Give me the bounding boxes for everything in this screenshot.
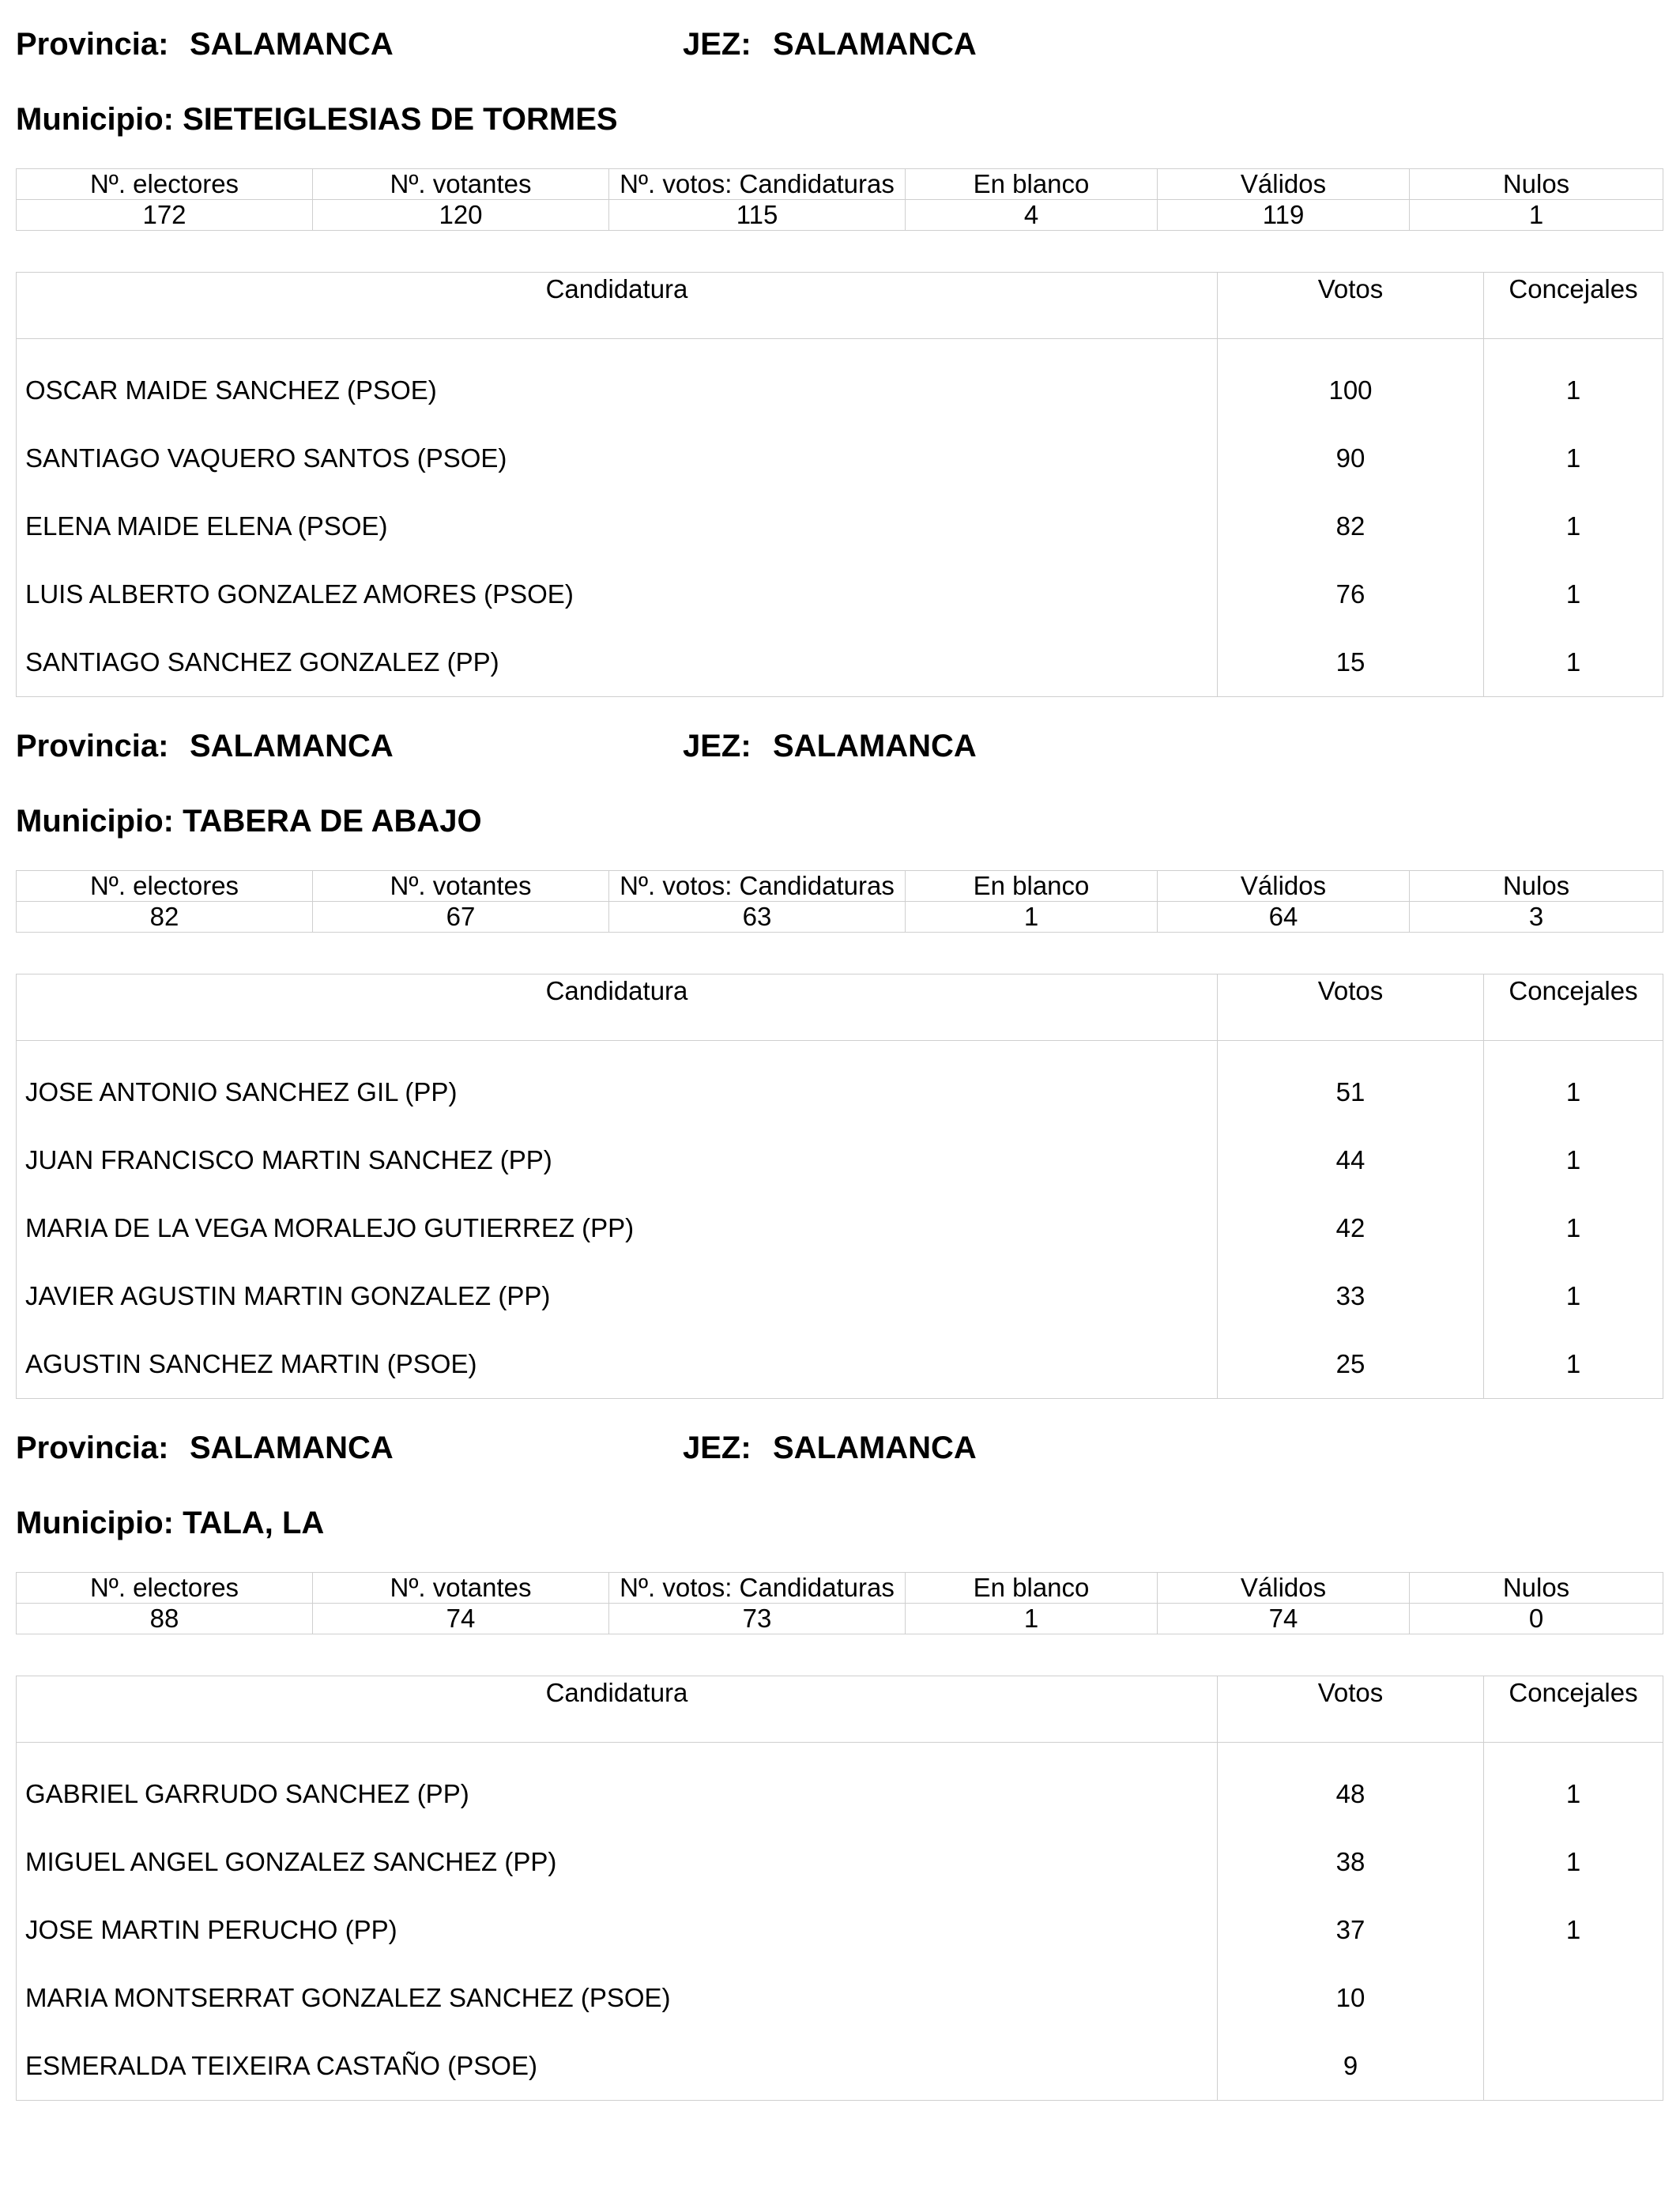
candidate-votos: 25 [1218, 1330, 1484, 1399]
candidate-name: OSCAR MAIDE SANCHEZ (PSOE) [17, 339, 1218, 425]
jez-label: JEZ: [683, 729, 751, 763]
table-row [17, 1041, 1663, 1127]
candidate-votos: 37 [1218, 1896, 1484, 1964]
candidate-votos: 10 [1218, 1964, 1484, 2032]
stats-header-cell: Válidos [1158, 1573, 1410, 1604]
stats-header-cell: Nº. electores [17, 871, 313, 902]
candidates-header-row [17, 1676, 1663, 1743]
candidates-header-row [17, 974, 1663, 1041]
municipio-section [0, 0, 1680, 696]
municipio-title [16, 802, 482, 840]
stats-header-cell: En blanco [906, 1573, 1158, 1604]
table-row [17, 1194, 1663, 1262]
stats-header-row [17, 1573, 1663, 1604]
candidate-concejales: 1 [1484, 1126, 1663, 1194]
candidate-name: SANTIAGO SANCHEZ GONZALEZ (PP) [17, 628, 1218, 697]
table-row [17, 1743, 1663, 1829]
col-header-concejales: Concejales [1484, 1676, 1663, 1743]
municipio-section [0, 1404, 1680, 2099]
col-header-concejales: Concejales [1484, 974, 1663, 1041]
stats-header-cell: Nº. electores [17, 1573, 313, 1604]
candidate-concejales: 1 [1484, 424, 1663, 492]
candidate-concejales: 1 [1484, 1828, 1663, 1896]
stats-header-cell: Nº. votos: Candidaturas [609, 871, 906, 902]
candidate-concejales: 1 [1484, 492, 1663, 560]
candidate-name: SANTIAGO VAQUERO SANTOS (PSOE) [17, 424, 1218, 492]
col-header-votos: Votos [1218, 974, 1484, 1041]
municipio-value: SIETEIGLESIAS DE TORMES [183, 102, 618, 137]
stats-value-votantes: 74 [313, 1604, 609, 1634]
table-row [17, 2032, 1663, 2101]
provincia-value: SALAMANCA [190, 27, 394, 62]
provincia-value: SALAMANCA [190, 1431, 394, 1465]
candidate-name: JAVIER AGUSTIN MARTIN GONZALEZ (PP) [17, 1262, 1218, 1330]
table-row [17, 1330, 1663, 1399]
table-row [17, 628, 1663, 697]
stats-value-en-blanco: 4 [906, 200, 1158, 231]
stats-value-nulos: 3 [1410, 902, 1663, 933]
candidate-name: ELENA MAIDE ELENA (PSOE) [17, 492, 1218, 560]
stats-header-row [17, 169, 1663, 200]
candidates-body [17, 1743, 1663, 2101]
stats-value-row [17, 902, 1663, 933]
jez-label: JEZ: [683, 27, 751, 62]
candidate-name: ESMERALDA TEIXEIRA CASTAÑO (PSOE) [17, 2032, 1218, 2101]
col-header-votos: Votos [1218, 273, 1484, 339]
candidate-votos: 33 [1218, 1262, 1484, 1330]
candidate-name: LUIS ALBERTO GONZALEZ AMORES (PSOE) [17, 560, 1218, 628]
candidate-votos: 48 [1218, 1743, 1484, 1829]
municipio-value: TALA, LA [183, 1506, 325, 1540]
stats-value-validos: 74 [1158, 1604, 1410, 1634]
candidate-concejales: 1 [1484, 1896, 1663, 1964]
stats-header-cell: Nº. votantes [313, 169, 609, 200]
stats-value-validos: 119 [1158, 200, 1410, 231]
municipio-title [16, 100, 618, 138]
stats-value-en-blanco: 1 [906, 1604, 1158, 1634]
table-row [17, 339, 1663, 425]
candidate-votos: 100 [1218, 339, 1484, 425]
stats-header-cell: Válidos [1158, 871, 1410, 902]
stats-value-electores: 172 [17, 200, 313, 231]
stats-value-votos-candidaturas: 73 [609, 1604, 906, 1634]
stats-value-votantes: 67 [313, 902, 609, 933]
candidates-table [16, 272, 1663, 697]
candidate-concejales: 1 [1484, 1262, 1663, 1330]
stats-value-votos-candidaturas: 115 [609, 200, 906, 231]
candidate-concejales: 1 [1484, 339, 1663, 425]
table-row [17, 1126, 1663, 1194]
provincia-label: Provincia: [16, 1431, 169, 1465]
candidate-name: JOSE ANTONIO SANCHEZ GIL (PP) [17, 1041, 1218, 1127]
stats-value-votantes: 120 [313, 200, 609, 231]
stats-value-nulos: 1 [1410, 200, 1663, 231]
candidate-votos: 44 [1218, 1126, 1484, 1194]
stats-header-cell: Nº. votantes [313, 1573, 609, 1604]
candidate-votos: 42 [1218, 1194, 1484, 1262]
col-header-candidatura: Candidatura [17, 273, 1218, 339]
table-row [17, 1896, 1663, 1964]
stats-table [16, 168, 1663, 231]
table-row [17, 1262, 1663, 1330]
table-row [17, 492, 1663, 560]
candidate-name: MARIA MONTSERRAT GONZALEZ SANCHEZ (PSOE) [17, 1964, 1218, 2032]
candidate-name: JOSE MARTIN PERUCHO (PP) [17, 1896, 1218, 1964]
table-row [17, 560, 1663, 628]
provincia-value: SALAMANCA [190, 729, 394, 763]
jez-value: SALAMANCA [773, 1431, 977, 1465]
stats-value-nulos: 0 [1410, 1604, 1663, 1634]
jez-value: SALAMANCA [773, 27, 977, 62]
stats-table [16, 1572, 1663, 1634]
candidate-votos: 38 [1218, 1828, 1484, 1896]
stats-header-cell: Nº. electores [17, 169, 313, 200]
table-row [17, 1828, 1663, 1896]
stats-value-electores: 82 [17, 902, 313, 933]
col-header-votos: Votos [1218, 1676, 1484, 1743]
candidate-concejales: 1 [1484, 1041, 1663, 1127]
jez-label: JEZ: [683, 1431, 751, 1465]
candidate-votos: 82 [1218, 492, 1484, 560]
stats-header-cell: Nulos [1410, 169, 1663, 200]
candidate-votos: 15 [1218, 628, 1484, 697]
stats-value-row [17, 200, 1663, 231]
table-row [17, 1964, 1663, 2032]
candidate-concejales: 1 [1484, 1194, 1663, 1262]
candidate-concejales: 1 [1484, 1743, 1663, 1829]
municipio-label: Municipio: [16, 1506, 174, 1540]
stats-table [16, 870, 1663, 933]
municipio-label: Municipio: [16, 102, 174, 137]
candidates-table [16, 974, 1663, 1399]
provincia-label: Provincia: [16, 27, 169, 62]
stats-header-cell: Válidos [1158, 169, 1410, 200]
candidates-table [16, 1676, 1663, 2101]
candidate-concejales: 1 [1484, 628, 1663, 697]
candidate-name: AGUSTIN SANCHEZ MARTIN (PSOE) [17, 1330, 1218, 1399]
candidate-concejales: 1 [1484, 1330, 1663, 1399]
stats-value-en-blanco: 1 [906, 902, 1158, 933]
candidate-name: GABRIEL GARRUDO SANCHEZ (PP) [17, 1743, 1218, 1829]
stats-header-cell: Nº. votantes [313, 871, 609, 902]
table-row [17, 424, 1663, 492]
provincia-label: Provincia: [16, 729, 169, 763]
candidates-body [17, 339, 1663, 697]
municipio-title [16, 1504, 324, 1542]
candidate-name: JUAN FRANCISCO MARTIN SANCHEZ (PP) [17, 1126, 1218, 1194]
stats-header-row [17, 871, 1663, 902]
candidate-concejales: 1 [1484, 560, 1663, 628]
municipio-section [0, 702, 1680, 1397]
stats-header-cell: Nulos [1410, 1573, 1663, 1604]
candidates-body [17, 1041, 1663, 1399]
stats-header-cell: Nulos [1410, 871, 1663, 902]
municipio-label: Municipio: [16, 804, 174, 839]
stats-header-cell: Nº. votos: Candidaturas [609, 169, 906, 200]
stats-value-votos-candidaturas: 63 [609, 902, 906, 933]
candidate-votos: 76 [1218, 560, 1484, 628]
candidate-name: MARIA DE LA VEGA MORALEJO GUTIERREZ (PP) [17, 1194, 1218, 1262]
candidate-votos: 9 [1218, 2032, 1484, 2101]
candidate-concejales [1484, 1964, 1663, 2032]
stats-header-cell: En blanco [906, 169, 1158, 200]
stats-header-cell: Nº. votos: Candidaturas [609, 1573, 906, 1604]
candidate-votos: 90 [1218, 424, 1484, 492]
stats-value-electores: 88 [17, 1604, 313, 1634]
candidate-name: MIGUEL ANGEL GONZALEZ SANCHEZ (PP) [17, 1828, 1218, 1896]
stats-value-row [17, 1604, 1663, 1634]
stats-header-cell: En blanco [906, 871, 1158, 902]
col-header-candidatura: Candidatura [17, 974, 1218, 1041]
candidates-header-row [17, 273, 1663, 339]
jez-value: SALAMANCA [773, 729, 977, 763]
municipio-value: TABERA DE ABAJO [183, 804, 482, 839]
candidate-concejales [1484, 2032, 1663, 2101]
col-header-concejales: Concejales [1484, 273, 1663, 339]
stats-value-validos: 64 [1158, 902, 1410, 933]
col-header-candidatura: Candidatura [17, 1676, 1218, 1743]
candidate-votos: 51 [1218, 1041, 1484, 1127]
